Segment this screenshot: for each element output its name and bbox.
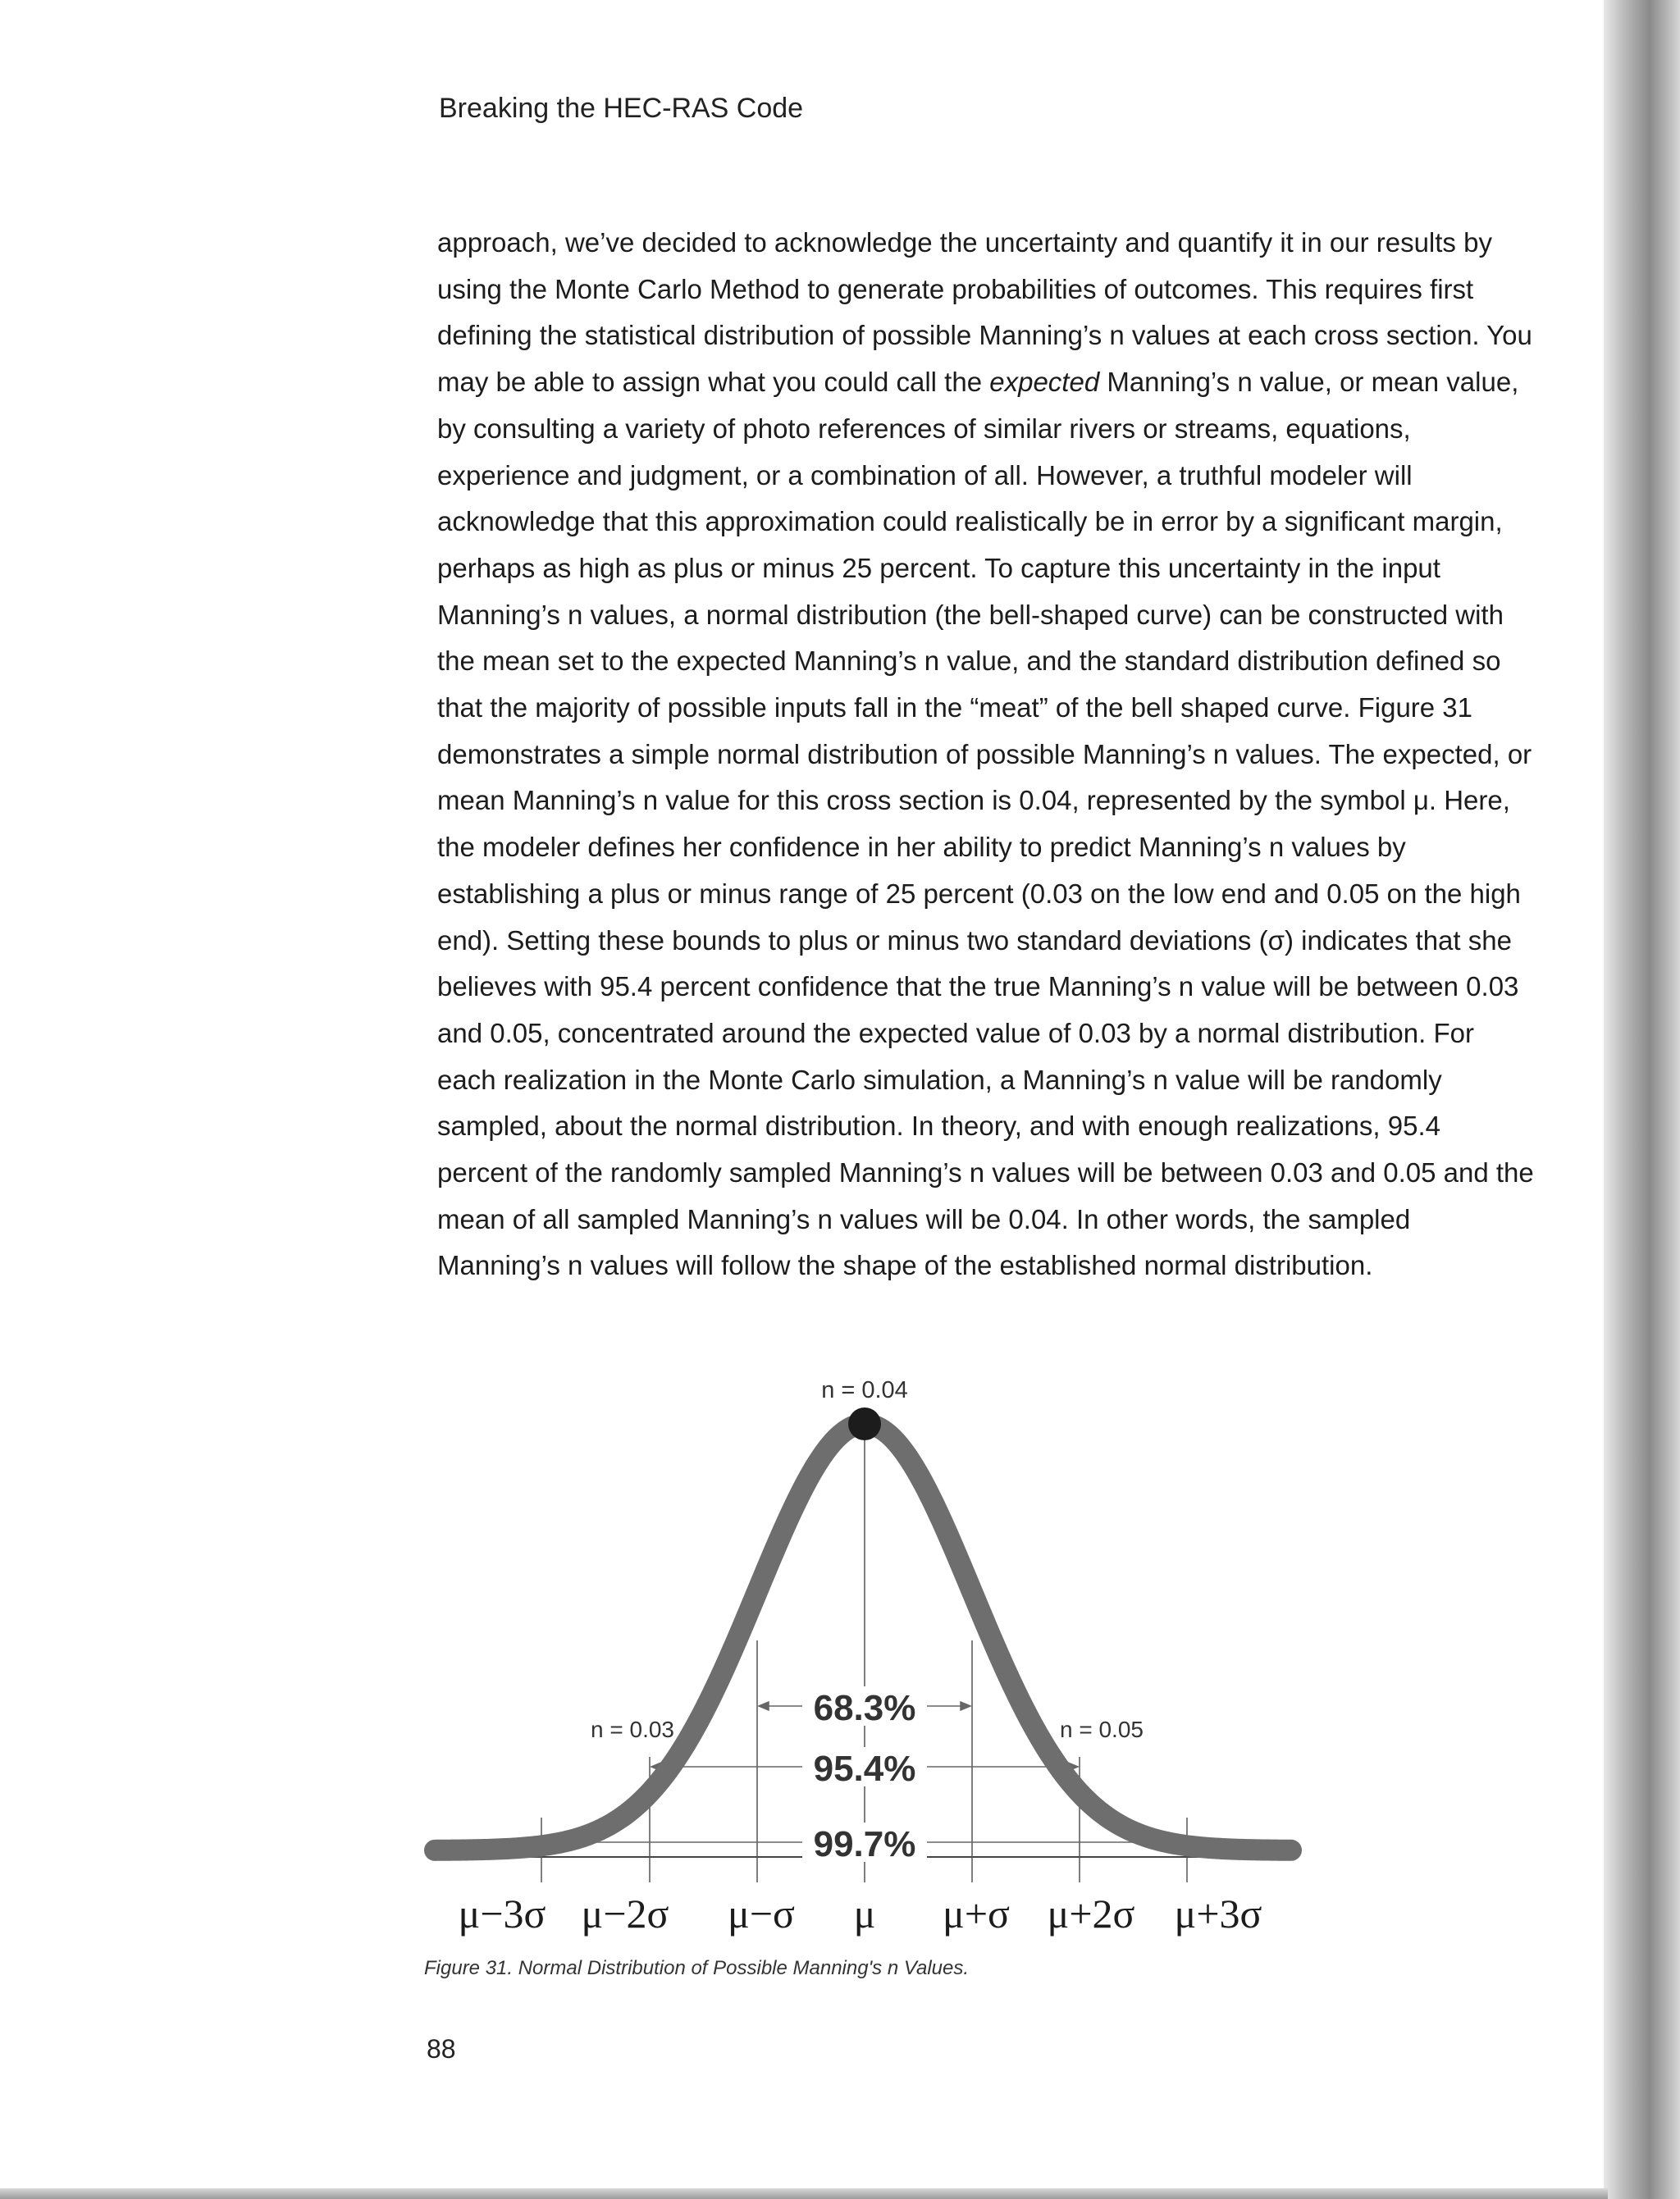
tick-label-pos1: μ+σ (943, 1891, 1010, 1937)
figure-caption: Figure 31. Normal Distribution of Possible Manning's n Values. (424, 1957, 970, 1979)
arrow-head (759, 1702, 769, 1710)
page-number: 88 (427, 2034, 456, 2064)
pct-1sigma: 68.3% (813, 1688, 916, 1728)
tick-label-mean: μ (853, 1891, 876, 1937)
tick-labels (459, 1891, 1262, 1937)
tick-label-pos2: μ+2σ (1047, 1891, 1135, 1937)
normal-distribution-svg (410, 1362, 1345, 1952)
body-text-part-2: Manning’s n value, or mean value, by consulting a variety of photo references of similar rivers or streams, equations, experience and judgment, or a combination of all. However, a truthful modeler will acknowledge that this approximation could realistically be in error by a significant margin, perhaps as high as plus or minus 25 percent. To capture this uncertainty in the input Manning’s n values, a normal distribution (the bell-shaped curve) can be constructed with the mean set to the expected Manning’s n value, and the standard distribution defined so that the majority of possible inputs fall in the “meat” of the bell shaped curve. Figure 31 demonstrates a simple normal distribution of possible Manning’s n values. The expected, or mean Manning’s n value for this cross section is 0.04, represented by the symbol μ. Here, the modeler defines her confidence in her ability to predict Manning’s n values by establishing a plus or minus range of 25 percent (0.03 on the low end and 0.05 on the high end). Setting these bounds to plus or minus two standard deviations (σ) indicates that she believes with 95.4 percent confidence that the true Manning’s n value will be between 0.03 and 0.05, concentrated around the expected value of 0.03 by a normal distribution. For each realization in the Monte Carlo simulation, a Manning’s n value will be randomly sampled, about the normal distribution. In theory, and with enough realizations, 95.4 percent of the randomly sampled Manning’s n values will be between 0.03 and 0.05 and the mean of all sampled Manning’s n values will be 0.04. In other words, the sampled Manning’s n values will follow the shape of the established normal distribution. (437, 367, 1534, 1281)
page-bottom-edge (0, 2188, 1608, 2199)
page-binding-edge (1604, 0, 1680, 2199)
mean-point (848, 1407, 881, 1440)
body-paragraph (437, 220, 1536, 1289)
pct-2sigma: 95.4% (813, 1749, 916, 1789)
label-low-n: n = 0.03 (591, 1717, 674, 1742)
arrow-head (961, 1702, 970, 1710)
label-high-n: n = 0.05 (1060, 1717, 1144, 1742)
tick-label-pos3: μ+3σ (1174, 1891, 1262, 1937)
tick-label-neg3: μ−3σ (458, 1891, 546, 1937)
normal-distribution-figure (410, 1362, 1345, 1952)
tick-label-neg2: μ−2σ (581, 1891, 669, 1937)
tick-label-neg1: μ−σ (728, 1891, 795, 1937)
body-emphasis-expected: expected (989, 367, 1100, 398)
body-text-part-1: approach, we’ve decided to acknowledge the uncertainty and quantify it in our results by using the Monte Carlo Method to generate probabilities of outcomes. This requires first defining the statistical distribution of possible Manning’s n values at each cross section. You may be able to assign what you could call the (437, 227, 1532, 398)
pct-3sigma: 99.7% (813, 1824, 916, 1864)
label-mean-n: n = 0.04 (821, 1377, 908, 1403)
running-header: Breaking the HEC-RAS Code (439, 93, 804, 124)
